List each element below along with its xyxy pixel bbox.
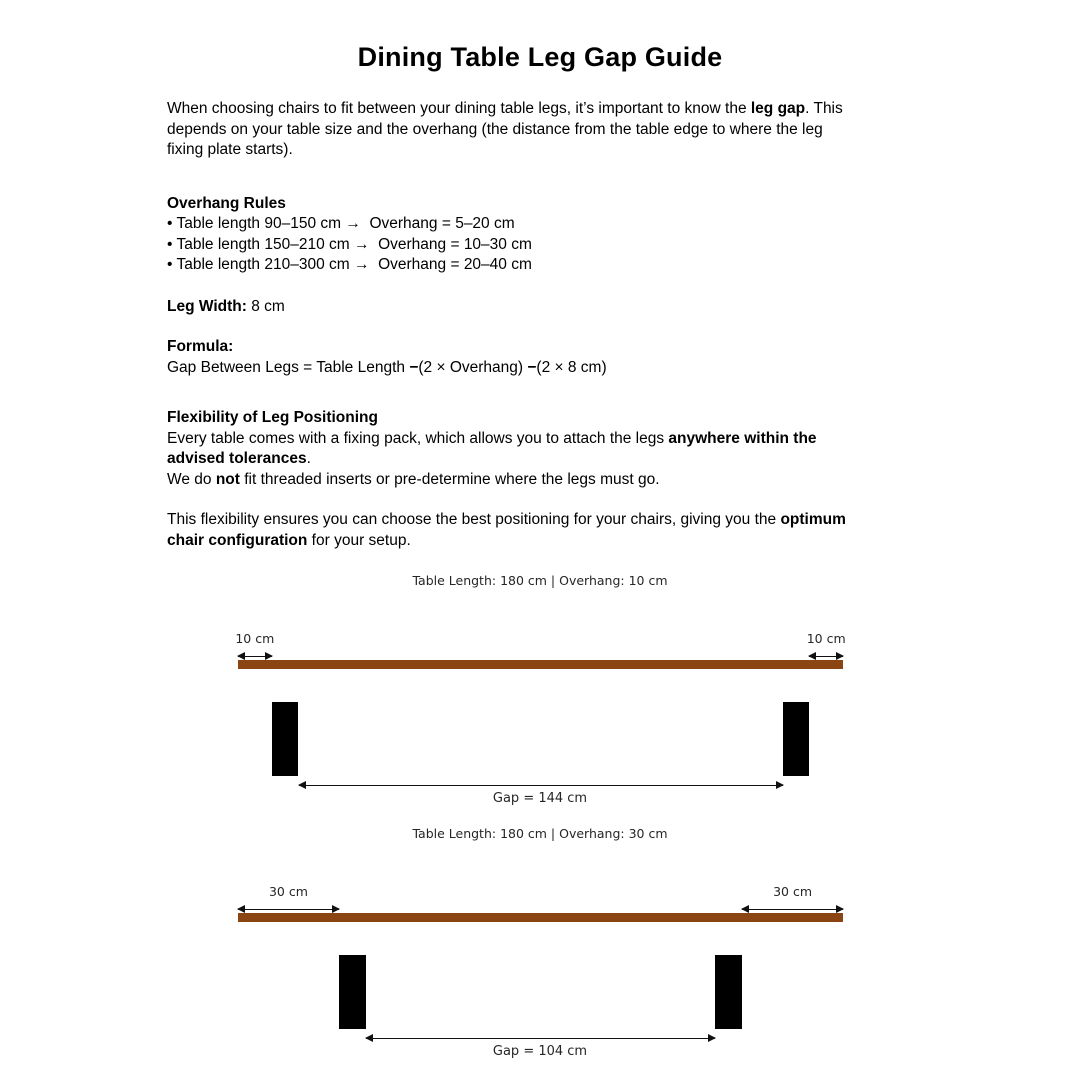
overhang-dimension-label: 30 cm (268, 884, 308, 899)
gap-arrow (366, 1038, 716, 1039)
flexibility-heading: Flexibility of Leg Positioning (167, 409, 378, 426)
gap-value-label: Gap = 104 cm (492, 1044, 588, 1059)
leg-gap-diagram-overhang-30 (0, 818, 1080, 1068)
text-line: • Table length 90–150 cm → Overhang = 5–20 cm (167, 215, 515, 232)
text-line: fixing plate starts). (167, 141, 293, 158)
formula-heading: Formula: (167, 338, 234, 355)
page-title: Dining Table Leg Gap Guide (357, 42, 723, 73)
table-leg-right (715, 955, 742, 1029)
text-line: Leg Width: 8 cm (167, 297, 285, 315)
text-line: advised tolerances. (167, 450, 311, 467)
text-line: • Table length 210–300 cm → Overhang = 20–40 cm (167, 256, 532, 273)
text-line: When choosing chairs to fit between your dining table legs, it’s important to know the leg gap. This (167, 100, 843, 117)
overhang-dimension-label: 10 cm (235, 631, 275, 646)
overhang-dimension-label: 10 cm (806, 631, 846, 646)
formula-section (167, 337, 967, 378)
text-line: We do not fit threaded inserts or pre-determine where the legs must go. (167, 470, 660, 488)
overhang-arrow (238, 656, 272, 657)
table-top-bar (238, 660, 843, 669)
leg-width-line (167, 297, 967, 318)
text-line: chair configuration for your setup. (167, 531, 411, 549)
table-leg-left (272, 702, 299, 776)
table-leg-right (783, 702, 810, 776)
leg-gap-diagram-overhang-10 (0, 565, 1080, 815)
overhang-rules-heading: Overhang Rules (167, 194, 286, 212)
formula-line (167, 358, 967, 379)
overhang-arrow (742, 909, 843, 910)
flexibility-paragraph (167, 429, 967, 491)
text-line: Gap Between Legs = Table Length −(2 × Overhang) −(2 × 8 cm) (167, 358, 607, 376)
text-line: depends on your table size and the overhang (the distance from the table edge to where the leg (167, 120, 823, 138)
intro-paragraph (167, 99, 967, 161)
gap-arrow (299, 785, 783, 786)
flexibility-section (167, 408, 967, 490)
diagram-subtitle: Table Length: 180 cm | Overhang: 30 cm (412, 826, 668, 841)
table-leg-left (339, 955, 366, 1029)
text-line: Every table comes with a fixing pack, which allows you to attach the legs anywhere within the (167, 429, 817, 447)
table-top-bar (238, 913, 843, 922)
text-line: This flexibility ensures you can choose the best positioning for your chairs, giving you the optimum (167, 511, 846, 528)
overhang-dimension-label: 30 cm (773, 884, 813, 899)
diagram-subtitle: Table Length: 180 cm | Overhang: 10 cm (412, 573, 668, 588)
overhang-arrow (238, 909, 339, 910)
overhang-arrow (809, 656, 843, 657)
document-body (167, 99, 967, 551)
overhang-rules-list (167, 214, 967, 276)
text-line: • Table length 150–210 cm → Overhang = 10–30 cm (167, 235, 532, 253)
closing-paragraph (167, 510, 967, 551)
overhang-rules-section (167, 194, 967, 276)
gap-value-label: Gap = 144 cm (492, 791, 588, 806)
